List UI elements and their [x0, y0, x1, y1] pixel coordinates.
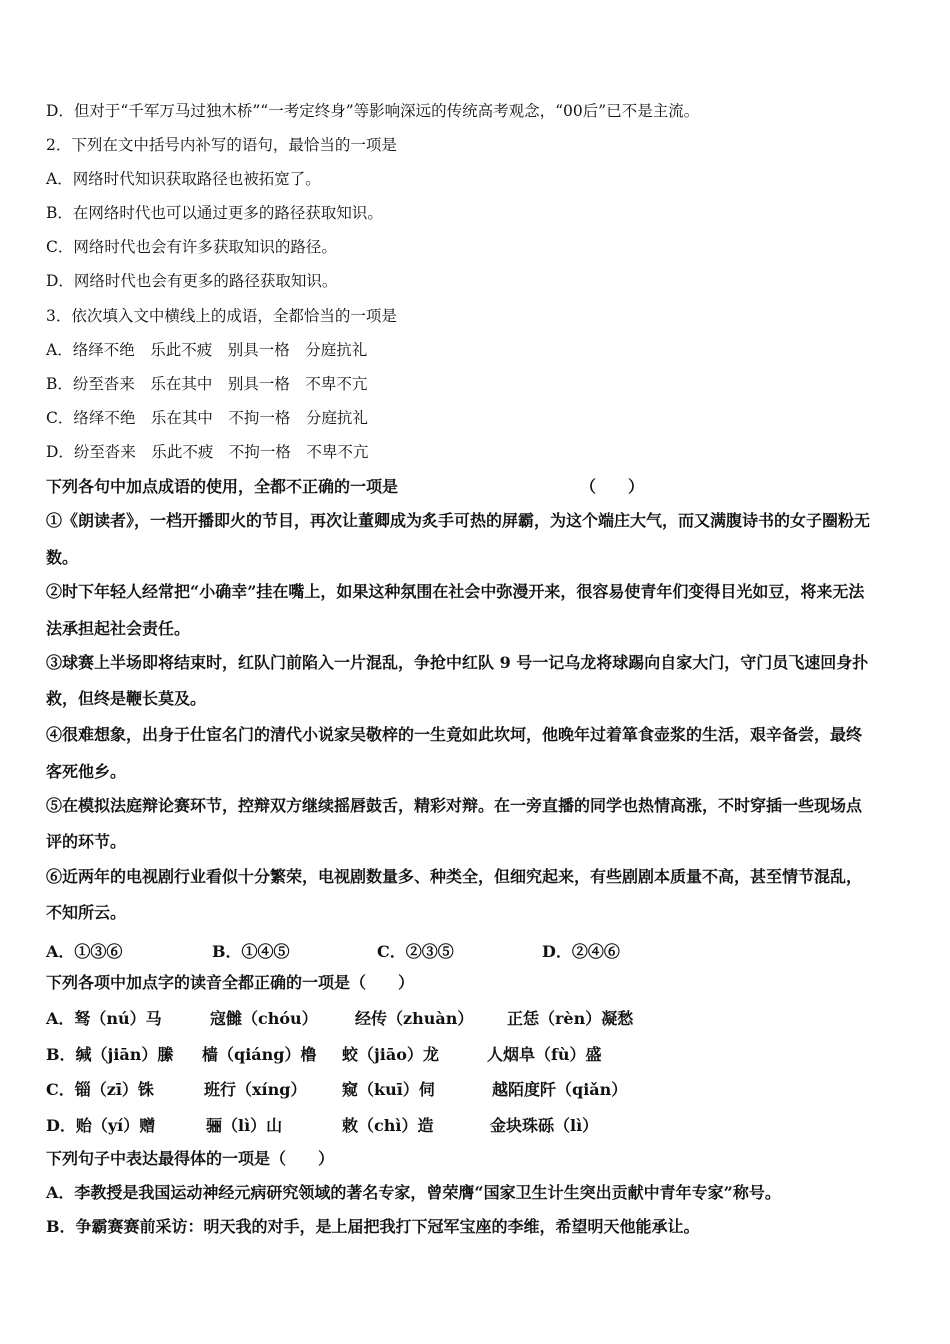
- q5-a-item-4: 正恁（rèn）凝愁: [507, 1009, 634, 1028]
- q4-option-d: D．②④⑥: [542, 942, 620, 961]
- q3-option-a: A．络绎不绝 乐此不疲 别具一格 分庭抗礼: [46, 341, 368, 359]
- q5-a-item-3: 经传（zhuàn）: [355, 1009, 474, 1028]
- q5-b-item-2: 樯（qiáng）橹: [202, 1045, 317, 1064]
- q6-option-a: A．李教授是我国运动神经元病研究领域的著名专家，曾荣膺“国家卫生计生突出贡献中青年专家”称号。: [46, 1183, 781, 1202]
- q5-c-item-1: C．锱（zī）铢: [46, 1080, 154, 1099]
- q3-option-c: C．络绎不绝 乐在其中 不拘一格 分庭抗礼: [46, 409, 368, 427]
- q4-sentence-6-cont: 不知所云。: [46, 903, 127, 922]
- q4-sentence-4: ④很难想象，出身于仕宦名门的清代小说家吴敬梓的一生竟如此坎坷，他晚年过着箪食壶浆的生活，艰辛备尝，最终: [46, 725, 863, 744]
- q6-option-b: B．争霸赛赛前采访：明天我的对手，是上届把我打下冠军宝座的李维，希望明天他能承让。: [46, 1217, 700, 1236]
- q5-a-item-1: A．驽（nú）马: [46, 1009, 162, 1028]
- q5-b-item-4: 人烟阜（fù）盛: [487, 1045, 602, 1064]
- q4-sentence-2-cont: 法承担起社会责任。: [46, 619, 191, 638]
- q4-option-b: B．①④⑤: [212, 942, 290, 961]
- q5-b-item-3: 蛟（jiāo）龙: [342, 1045, 439, 1064]
- q3-stem: 3．依次填入文中横线上的成语，全都恰当的一项是: [46, 307, 397, 325]
- q5-c-item-4: 越陌度阡（qiǎn）: [492, 1080, 628, 1099]
- q2-option-c: C．网络时代也会有许多获取知识的路径。: [46, 238, 337, 256]
- q5-d-item-3: 敕（chì）造: [342, 1116, 434, 1135]
- q4-option-c: C．②③⑤: [377, 942, 454, 961]
- q4-sentence-2: ②时下年轻人经常把“小确幸”挂在嘴上，如果这种氛围在社会中弥漫开来，很容易使青年们变得目光如豆，将来无法: [46, 582, 865, 601]
- q4-sentence-1: ①《朗读者》，一档开播即火的节目，再次让董卿成为炙手可热的屏霸，为这个端庄大气，而又满腹诗书的女子圈粉无: [46, 511, 871, 530]
- q4-sentence-3: ③球赛上半场即将结束时，红队门前陷入一片混乱，争抢中红队 9 号一记乌龙将球踢向自家大门，守门员飞速回身扑: [46, 653, 869, 672]
- q4-option-a: A．①③⑥: [46, 942, 123, 961]
- q6-stem: 下列句子中表达最得体的一项是（ ）: [46, 1149, 335, 1168]
- q4-sentence-5-cont: 评的环节。: [46, 832, 127, 851]
- q5-a-item-2: 寇雠（chóu）: [210, 1009, 318, 1028]
- q1-option-d: D．但对于“千军万马过独木桥”“一考定终身”等影响深远的传统高考观念，“00后”已不是主流。: [46, 102, 700, 120]
- q2-option-a: A．网络时代知识获取路径也被拓宽了。: [46, 170, 321, 188]
- q4-sentence-5: ⑤在模拟法庭辩论赛环节，控辩双方继续摇唇鼓舌，精彩对辩。在一旁直播的同学也热情高涨，不时穿插一些现场点: [46, 796, 863, 815]
- q5-c-item-3: 窥（kuī）伺: [342, 1080, 435, 1099]
- q4-sentence-4-cont: 客死他乡。: [46, 762, 127, 781]
- q5-b-item-1: B．缄（jiān）縢: [46, 1045, 174, 1064]
- q5-d-item-2: 骊（lì）山: [206, 1116, 283, 1135]
- q5-d-item-1: D．贻（yí）赠: [46, 1116, 156, 1135]
- q2-option-b: B．在网络时代也可以通过更多的路径获取知识。: [46, 204, 383, 222]
- q4-sentence-6: ⑥近两年的电视剧行业看似十分繁荣，电视剧数量多、种类全，但细究起来，有些剧剧本质量不高，甚至情节混乱，: [46, 867, 863, 886]
- q4-sentence-3-cont: 救，但终是鞭长莫及。: [46, 689, 207, 708]
- q3-option-d: D．纷至沓来 乐此不疲 不拘一格 不卑不亢: [46, 443, 369, 461]
- q2-option-d: D．网络时代也会有更多的路径获取知识。: [46, 272, 338, 290]
- q4-sentence-1-cont: 数。: [46, 548, 79, 567]
- q3-option-b: B．纷至沓来 乐在其中 别具一格 不卑不亢: [46, 375, 368, 393]
- q5-stem: 下列各项中加点字的读音全都正确的一项是（ ）: [46, 973, 415, 992]
- q5-c-item-2: 班行（xíng）: [204, 1080, 307, 1099]
- q5-d-item-4: 金块珠砾（lì）: [490, 1116, 599, 1135]
- q2-stem: 2．下列在文中括号内补写的语句，最恰当的一项是: [46, 136, 397, 154]
- q4-answer-paren: （ ）: [580, 477, 645, 496]
- q4-stem: 下列各句中加点成语的使用，全都不正确的一项是: [46, 477, 399, 496]
